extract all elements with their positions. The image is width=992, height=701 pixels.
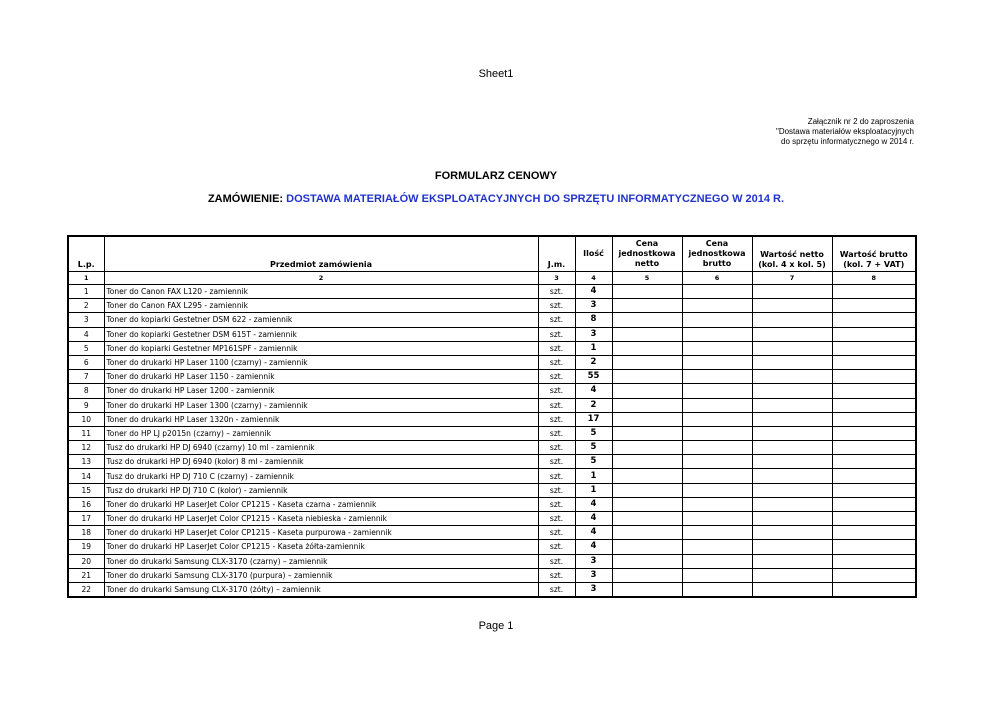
row-gross-price (682, 299, 752, 313)
header-value-gross: Wartość brutto (kol. 7 + VAT) (832, 236, 916, 272)
table-row (68, 497, 916, 511)
row-value-gross (832, 497, 916, 511)
row-lp: 10 (68, 412, 104, 426)
row-value-gross (832, 412, 916, 426)
row-lp: 7 (68, 370, 104, 384)
order-title (0, 193, 992, 205)
table-row (68, 483, 916, 497)
row-value-gross (832, 398, 916, 412)
row-net-price (612, 441, 682, 455)
order-subject: DOSTAWA MATERIAŁÓW EKSPLOATACYJNYCH DO SPRZĘTU INFORMATYCZNEGO W 2014 R. (286, 193, 785, 205)
row-value-gross (832, 355, 916, 369)
row-value-net (752, 497, 832, 511)
row-lp: 11 (68, 426, 104, 440)
row-value-net (752, 540, 832, 554)
row-item-name: Toner do drukarki HP Laser 1320n - zamiennik (104, 412, 538, 426)
row-unit: szt. (538, 497, 575, 511)
header-net-price: Cena jednostkowa netto (612, 236, 682, 272)
row-item-name: Toner do drukarki HP LaserJet Color CP1215 - Kaseta żółta-zamiennik (104, 540, 538, 554)
row-lp: 15 (68, 483, 104, 497)
row-gross-price (682, 384, 752, 398)
row-value-gross (832, 540, 916, 554)
row-lp: 14 (68, 469, 104, 483)
row-item-name: Toner do drukarki HP LaserJet Color CP1215 - Kaseta czarna - zamiennik (104, 497, 538, 511)
row-value-gross (832, 568, 916, 582)
page-number: Page 1 (478, 620, 514, 632)
row-net-price (612, 469, 682, 483)
row-unit: szt. (538, 526, 575, 540)
row-value-net (752, 412, 832, 426)
row-item-name: Toner do Canon FAX L120 - zamiennik (104, 285, 538, 299)
col-number: 6 (682, 272, 752, 285)
row-unit: szt. (538, 355, 575, 369)
row-net-price (612, 540, 682, 554)
row-value-gross (832, 370, 916, 384)
row-lp: 20 (68, 554, 104, 568)
row-value-gross (832, 299, 916, 313)
row-lp: 18 (68, 526, 104, 540)
row-value-net (752, 426, 832, 440)
row-qty: 8 (575, 313, 612, 327)
row-lp: 2 (68, 299, 104, 313)
row-net-price (612, 483, 682, 497)
row-item-name: Toner do drukarki Samsung CLX-3170 (żółty) – zamiennik (104, 582, 538, 597)
row-net-price (612, 512, 682, 526)
row-unit: szt. (538, 299, 575, 313)
row-lp: 1 (68, 285, 104, 299)
row-qty: 3 (575, 299, 612, 313)
row-gross-price (682, 313, 752, 327)
col-number: 3 (538, 272, 575, 285)
table-row (68, 341, 916, 355)
col-number: 4 (575, 272, 612, 285)
row-qty: 4 (575, 540, 612, 554)
row-unit: szt. (538, 398, 575, 412)
col-number: 8 (832, 272, 916, 285)
row-lp: 22 (68, 582, 104, 597)
row-net-price (612, 299, 682, 313)
row-gross-price (682, 568, 752, 582)
row-item-name: Tusz do drukarki HP DJ 6940 (czarny) 10 ml - zamiennik (104, 441, 538, 455)
table-row (68, 384, 916, 398)
row-item-name: Toner do drukarki HP Laser 1200 - zamiennik (104, 384, 538, 398)
row-qty: 2 (575, 398, 612, 412)
header-unit: J.m. (538, 236, 575, 272)
price-table (67, 235, 917, 598)
row-value-gross (832, 554, 916, 568)
row-net-price (612, 497, 682, 511)
row-lp: 16 (68, 497, 104, 511)
row-gross-price (682, 285, 752, 299)
header-subject: Przedmiot zamówienia (104, 236, 538, 272)
row-item-name: Tusz do drukarki HP DJ 710 C (kolor) - zamiennik (104, 483, 538, 497)
row-qty: 5 (575, 455, 612, 469)
row-item-name: Tusz do drukarki HP DJ 6940 (kolor) 8 ml - zamiennik (104, 455, 538, 469)
row-item-name: Toner do drukarki HP Laser 1150 - zamiennik (104, 370, 538, 384)
row-unit: szt. (538, 441, 575, 455)
row-gross-price (682, 540, 752, 554)
row-value-net (752, 469, 832, 483)
row-lp: 4 (68, 327, 104, 341)
row-value-net (752, 568, 832, 582)
row-net-price (612, 455, 682, 469)
row-item-name: Toner do drukarki HP Laser 1100 (czarny) - zamiennik (104, 355, 538, 369)
row-qty: 3 (575, 568, 612, 582)
table-row (68, 412, 916, 426)
row-lp: 13 (68, 455, 104, 469)
row-qty: 1 (575, 469, 612, 483)
row-net-price (612, 341, 682, 355)
row-unit: szt. (538, 512, 575, 526)
row-value-gross (832, 285, 916, 299)
row-net-price (612, 526, 682, 540)
row-gross-price (682, 497, 752, 511)
table-row (68, 285, 916, 299)
row-net-price (612, 554, 682, 568)
row-unit: szt. (538, 370, 575, 384)
row-qty: 1 (575, 483, 612, 497)
row-qty: 5 (575, 426, 612, 440)
table-row (68, 526, 916, 540)
row-unit: szt. (538, 582, 575, 597)
row-item-name: Toner do kopiarki Gestetner DSM 622 - zamiennik (104, 313, 538, 327)
row-gross-price (682, 327, 752, 341)
row-gross-price (682, 370, 752, 384)
row-unit: szt. (538, 540, 575, 554)
row-unit: szt. (538, 554, 575, 568)
row-item-name: Toner do drukarki HP LaserJet Color CP1215 - Kaseta niebieska - zamiennik (104, 512, 538, 526)
table-row (68, 568, 916, 582)
row-unit: szt. (538, 455, 575, 469)
row-qty: 4 (575, 497, 612, 511)
order-label: ZAMÓWIENIE: (207, 193, 284, 205)
table-row (68, 441, 916, 455)
table-row (68, 455, 916, 469)
row-value-net (752, 341, 832, 355)
row-value-net (752, 483, 832, 497)
row-item-name: Toner do drukarki HP LaserJet Color CP1215 - Kaseta purpurowa - zamiennik (104, 526, 538, 540)
col-number: 5 (612, 272, 682, 285)
row-gross-price (682, 441, 752, 455)
row-gross-price (682, 412, 752, 426)
row-value-net (752, 526, 832, 540)
row-value-net (752, 313, 832, 327)
row-value-gross (832, 469, 916, 483)
annex-line: "Dostawa materiałów eksploatacyjnych (775, 127, 914, 136)
row-value-net (752, 512, 832, 526)
row-value-gross (832, 526, 916, 540)
row-value-net (752, 554, 832, 568)
table-row (68, 512, 916, 526)
row-qty: 3 (575, 582, 612, 597)
row-unit: szt. (538, 412, 575, 426)
row-unit: szt. (538, 285, 575, 299)
row-item-name: Tusz do drukarki HP DJ 710 C (czarny) - zamiennik (104, 469, 538, 483)
row-gross-price (682, 426, 752, 440)
row-value-net (752, 582, 832, 597)
row-value-gross (832, 426, 916, 440)
row-unit: szt. (538, 483, 575, 497)
row-qty: 4 (575, 512, 612, 526)
row-lp: 5 (68, 341, 104, 355)
col-number: 2 (104, 272, 538, 285)
column-number-row (68, 272, 916, 285)
row-value-net (752, 327, 832, 341)
row-qty: 3 (575, 554, 612, 568)
row-lp: 21 (68, 568, 104, 582)
row-value-net (752, 355, 832, 369)
row-net-price (612, 398, 682, 412)
row-net-price (612, 355, 682, 369)
row-gross-price (682, 483, 752, 497)
row-qty: 5 (575, 441, 612, 455)
row-unit: szt. (538, 341, 575, 355)
row-value-net (752, 441, 832, 455)
row-gross-price (682, 554, 752, 568)
table-row (68, 540, 916, 554)
row-net-price (612, 285, 682, 299)
row-value-net (752, 384, 832, 398)
table-body (68, 285, 916, 598)
row-value-gross (832, 512, 916, 526)
table-row (68, 554, 916, 568)
row-value-net (752, 398, 832, 412)
table-row (68, 355, 916, 369)
row-unit: szt. (538, 313, 575, 327)
row-unit: szt. (538, 469, 575, 483)
table-row (68, 398, 916, 412)
row-item-name: Toner do HP LJ p2015n (czarny) – zamiennik (104, 426, 538, 440)
header-value-net: Wartość netto (kol. 4 x kol. 5) (752, 236, 832, 272)
row-unit: szt. (538, 384, 575, 398)
table-row (68, 370, 916, 384)
row-unit: szt. (538, 426, 575, 440)
row-gross-price (682, 469, 752, 483)
row-gross-price (682, 398, 752, 412)
row-net-price (612, 384, 682, 398)
row-value-gross (832, 483, 916, 497)
table-row (68, 582, 916, 597)
form-title: FORMULARZ CENOWY (434, 170, 558, 182)
row-net-price (612, 370, 682, 384)
col-number: 1 (68, 272, 104, 285)
row-value-gross (832, 582, 916, 597)
row-item-name: Toner do Canon FAX L295 - zamiennik (104, 299, 538, 313)
header-lp: L.p. (68, 236, 104, 272)
row-item-name: Toner do kopiarki Gestetner DSM 615T - zamiennik (104, 327, 538, 341)
annex-line: do sprzętu informatycznego w 2014 r. (781, 137, 914, 146)
table-row (68, 426, 916, 440)
row-item-name: Toner do drukarki HP Laser 1300 (czarny) - zamiennik (104, 398, 538, 412)
row-gross-price (682, 355, 752, 369)
row-gross-price (682, 582, 752, 597)
row-lp: 6 (68, 355, 104, 369)
row-lp: 9 (68, 398, 104, 412)
col-number: 7 (752, 272, 832, 285)
row-net-price (612, 426, 682, 440)
row-gross-price (682, 512, 752, 526)
row-lp: 17 (68, 512, 104, 526)
row-net-price (612, 582, 682, 597)
row-value-net (752, 299, 832, 313)
row-value-gross (832, 455, 916, 469)
row-value-gross (832, 341, 916, 355)
row-value-net (752, 455, 832, 469)
row-item-name: Toner do drukarki Samsung CLX-3170 (czarny) – zamiennik (104, 554, 538, 568)
row-gross-price (682, 526, 752, 540)
row-value-gross (832, 327, 916, 341)
row-qty: 4 (575, 285, 612, 299)
table-row (68, 313, 916, 327)
row-qty: 3 (575, 327, 612, 341)
header-qty: Ilość (575, 236, 612, 272)
annex-note (654, 117, 914, 147)
row-item-name: Toner do kopiarki Gestetner MP161SPF - zamiennik (104, 341, 538, 355)
row-item-name: Toner do drukarki Samsung CLX-3170 (purpura) – zamiennik (104, 568, 538, 582)
row-net-price (612, 313, 682, 327)
row-qty: 2 (575, 355, 612, 369)
sheet-title: Sheet1 (478, 68, 514, 80)
row-value-net (752, 370, 832, 384)
row-lp: 12 (68, 441, 104, 455)
table-row (68, 327, 916, 341)
row-value-gross (832, 441, 916, 455)
table-row (68, 299, 916, 313)
row-qty: 17 (575, 412, 612, 426)
row-lp: 8 (68, 384, 104, 398)
row-unit: szt. (538, 568, 575, 582)
row-gross-price (682, 455, 752, 469)
row-unit: szt. (538, 327, 575, 341)
table-row (68, 469, 916, 483)
header-gross-price: Cena jednostkowa brutto (682, 236, 752, 272)
row-qty: 4 (575, 384, 612, 398)
row-lp: 19 (68, 540, 104, 554)
row-net-price (612, 327, 682, 341)
row-net-price (612, 568, 682, 582)
row-value-net (752, 285, 832, 299)
annex-line: Załącznik nr 2 do zaproszenia (807, 117, 914, 126)
row-value-gross (832, 313, 916, 327)
row-lp: 3 (68, 313, 104, 327)
row-value-gross (832, 384, 916, 398)
row-qty: 1 (575, 341, 612, 355)
row-gross-price (682, 341, 752, 355)
row-qty: 4 (575, 526, 612, 540)
row-qty: 55 (575, 370, 612, 384)
row-net-price (612, 412, 682, 426)
